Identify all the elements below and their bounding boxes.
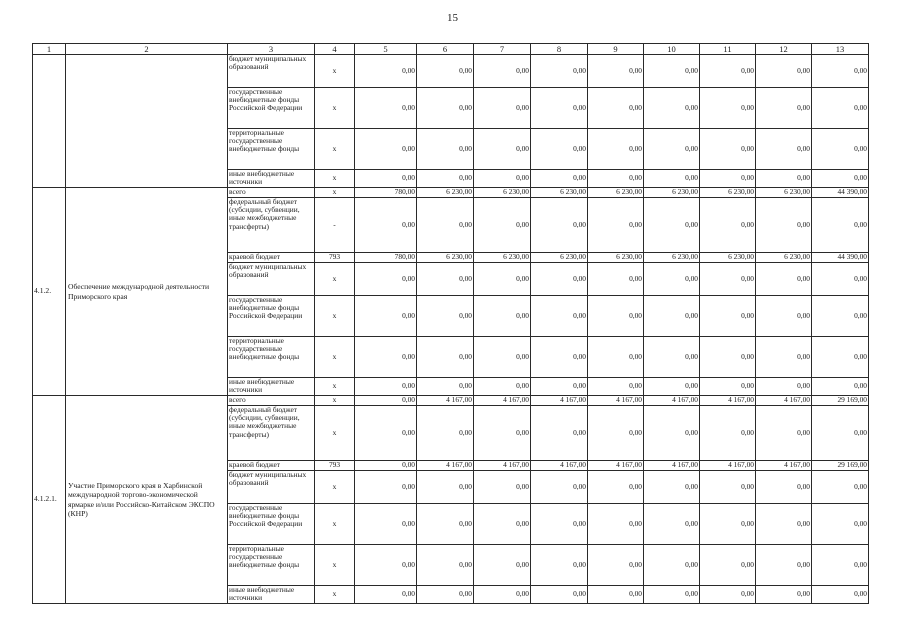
value-cell: 0,00 [531, 586, 588, 604]
value-cell: 0,00 [756, 198, 812, 253]
value-cell: 0,00 [474, 263, 531, 296]
funding-source: государственные внебюджетные фонды Российской Федерации [228, 296, 315, 337]
value-cell: 0,00 [644, 504, 700, 545]
value-cell: 780,00 [355, 188, 417, 198]
value-cell: 6 230,00 [644, 253, 700, 263]
value-cell: 0,00 [812, 88, 869, 129]
value-cell: 0,00 [700, 545, 756, 586]
value-cell: 4 167,00 [474, 461, 531, 471]
value-cell: 0,00 [812, 545, 869, 586]
table-row [33, 55, 869, 88]
value-cell: 0,00 [417, 504, 474, 545]
value-cell: 0,00 [812, 471, 869, 504]
value-cell: 4 167,00 [700, 396, 756, 406]
value-cell: 0,00 [812, 378, 869, 396]
value-cell: 0,00 [700, 586, 756, 604]
value-cell: 0,00 [474, 129, 531, 170]
value-cell: 0,00 [756, 170, 812, 188]
value-cell: 0,00 [531, 471, 588, 504]
value-cell: 4 167,00 [644, 461, 700, 471]
funding-source: территориальные государственные внебюджетные фонды [228, 337, 315, 378]
value-cell: 0,00 [531, 198, 588, 253]
value-cell: 0,00 [812, 337, 869, 378]
value-cell: 0,00 [588, 406, 644, 461]
value-cell: 0,00 [355, 263, 417, 296]
value-cell: 0,00 [644, 406, 700, 461]
header-cell: 8 [531, 44, 588, 55]
value-cell: 4 167,00 [588, 396, 644, 406]
funding-source: территориальные государственные внебюджетные фонды [228, 545, 315, 586]
grbs-code: x [315, 170, 355, 188]
header-cell: 3 [228, 44, 315, 55]
value-cell: 0,00 [644, 586, 700, 604]
value-cell: 0,00 [474, 55, 531, 88]
value-cell: 6 230,00 [417, 253, 474, 263]
table-row [33, 396, 869, 406]
value-cell: 0,00 [756, 88, 812, 129]
value-cell: 0,00 [531, 378, 588, 396]
value-cell: 0,00 [812, 170, 869, 188]
value-cell: 0,00 [756, 55, 812, 88]
header-cell: 1 [33, 44, 66, 55]
header-cell: 12 [756, 44, 812, 55]
value-cell: 0,00 [644, 129, 700, 170]
value-cell: 0,00 [417, 406, 474, 461]
value-cell: 4 167,00 [700, 461, 756, 471]
funding-source: бюджет муниципальных образований [228, 471, 315, 504]
value-cell: 0,00 [355, 198, 417, 253]
value-cell: 0,00 [756, 378, 812, 396]
value-cell: 0,00 [531, 337, 588, 378]
value-cell: 0,00 [531, 55, 588, 88]
value-cell: 4 167,00 [644, 396, 700, 406]
value-cell: 0,00 [417, 471, 474, 504]
value-cell: 0,00 [355, 461, 417, 471]
value-cell: 0,00 [700, 504, 756, 545]
value-cell: 6 230,00 [756, 188, 812, 198]
value-cell: 6 230,00 [474, 253, 531, 263]
grbs-code: x [315, 471, 355, 504]
budget-table [32, 43, 869, 604]
value-cell: 0,00 [588, 170, 644, 188]
value-cell: 4 167,00 [756, 461, 812, 471]
value-cell: 0,00 [474, 337, 531, 378]
value-cell: 6 230,00 [474, 188, 531, 198]
grbs-code: - [315, 198, 355, 253]
header-cell: 5 [355, 44, 417, 55]
funding-source: государственные внебюджетные фонды Российской Федерации [228, 504, 315, 545]
value-cell: 0,00 [588, 337, 644, 378]
value-cell: 0,00 [355, 337, 417, 378]
value-cell: 0,00 [531, 170, 588, 188]
value-cell: 0,00 [417, 337, 474, 378]
value-cell: 0,00 [644, 337, 700, 378]
grbs-code: x [315, 406, 355, 461]
value-cell: 4 167,00 [474, 396, 531, 406]
value-cell: 0,00 [700, 55, 756, 88]
value-cell: 0,00 [700, 337, 756, 378]
value-cell: 6 230,00 [700, 253, 756, 263]
value-cell: 6 230,00 [531, 253, 588, 263]
value-cell: 29 169,00 [812, 461, 869, 471]
value-cell: 6 230,00 [756, 253, 812, 263]
value-cell: 0,00 [588, 296, 644, 337]
header-cell: 10 [644, 44, 700, 55]
value-cell: 0,00 [355, 129, 417, 170]
header-cell: 11 [700, 44, 756, 55]
header-cell: 13 [812, 44, 869, 55]
value-cell: 44 390,00 [812, 253, 869, 263]
value-cell: 0,00 [417, 296, 474, 337]
value-cell: 0,00 [355, 471, 417, 504]
value-cell: 0,00 [474, 378, 531, 396]
value-cell: 0,00 [812, 55, 869, 88]
value-cell: 0,00 [756, 504, 812, 545]
grbs-code: x [315, 129, 355, 170]
value-cell: 0,00 [474, 88, 531, 129]
value-cell: 0,00 [417, 378, 474, 396]
funding-source: краевой бюджет [228, 461, 315, 471]
grbs-code: x [315, 396, 355, 406]
grbs-code: x [315, 263, 355, 296]
grbs-code: x [315, 378, 355, 396]
value-cell: 0,00 [417, 545, 474, 586]
funding-source: государственные внебюджетные фонды Российской Федерации [228, 88, 315, 129]
value-cell: 29 169,00 [812, 396, 869, 406]
value-cell: 0,00 [531, 263, 588, 296]
value-cell: 0,00 [588, 504, 644, 545]
value-cell: 0,00 [700, 170, 756, 188]
value-cell: 0,00 [355, 504, 417, 545]
value-cell: 0,00 [756, 586, 812, 604]
header-cell: 9 [588, 44, 644, 55]
value-cell: 0,00 [417, 586, 474, 604]
value-cell: 0,00 [417, 170, 474, 188]
page-number: 15 [447, 12, 458, 24]
value-cell: 0,00 [531, 504, 588, 545]
value-cell: 4 167,00 [531, 461, 588, 471]
value-cell: 4 167,00 [417, 396, 474, 406]
value-cell: 0,00 [531, 129, 588, 170]
value-cell: 0,00 [355, 406, 417, 461]
value-cell: 0,00 [355, 378, 417, 396]
value-cell: 0,00 [531, 406, 588, 461]
grbs-code: x [315, 504, 355, 545]
value-cell: 0,00 [756, 471, 812, 504]
value-cell: 0,00 [644, 471, 700, 504]
funding-source: бюджет муниципальных образований [228, 55, 315, 88]
value-cell: 0,00 [355, 88, 417, 129]
value-cell: 0,00 [644, 170, 700, 188]
value-cell: 0,00 [812, 129, 869, 170]
value-cell: 0,00 [531, 296, 588, 337]
value-cell: 0,00 [588, 545, 644, 586]
value-cell: 0,00 [588, 378, 644, 396]
value-cell: 6 230,00 [644, 188, 700, 198]
value-cell: 0,00 [644, 263, 700, 296]
section-name [66, 55, 228, 188]
value-cell: 0,00 [474, 586, 531, 604]
section-name: Обеспечение международной деятельности Приморского края [66, 188, 228, 396]
value-cell: 0,00 [417, 129, 474, 170]
value-cell: 0,00 [588, 198, 644, 253]
value-cell: 0,00 [531, 88, 588, 129]
value-cell: 0,00 [756, 545, 812, 586]
value-cell: 0,00 [644, 378, 700, 396]
value-cell: 0,00 [588, 586, 644, 604]
value-cell: 0,00 [355, 586, 417, 604]
grbs-code: x [315, 55, 355, 88]
grbs-code: x [315, 88, 355, 129]
value-cell: 0,00 [700, 296, 756, 337]
value-cell: 0,00 [531, 545, 588, 586]
funding-source: бюджет муниципальных образований [228, 263, 315, 296]
funding-source: всего [228, 188, 315, 198]
value-cell: 0,00 [474, 198, 531, 253]
value-cell: 0,00 [700, 88, 756, 129]
funding-source: краевой бюджет [228, 253, 315, 263]
value-cell: 0,00 [355, 396, 417, 406]
value-cell: 0,00 [417, 263, 474, 296]
funding-source: иные внебюджетные источники [228, 586, 315, 604]
value-cell: 6 230,00 [700, 188, 756, 198]
value-cell: 0,00 [355, 296, 417, 337]
value-cell: 0,00 [756, 296, 812, 337]
grbs-code: x [315, 586, 355, 604]
header-row [33, 44, 869, 55]
value-cell: 0,00 [812, 504, 869, 545]
section-code [33, 55, 66, 188]
value-cell: 0,00 [644, 55, 700, 88]
value-cell: 0,00 [756, 263, 812, 296]
value-cell: 0,00 [756, 129, 812, 170]
section-code: 4.1.2. [33, 188, 66, 396]
value-cell: 6 230,00 [417, 188, 474, 198]
value-cell: 0,00 [644, 296, 700, 337]
value-cell: 0,00 [474, 170, 531, 188]
value-cell: 0,00 [700, 471, 756, 504]
value-cell: 44 390,00 [812, 188, 869, 198]
value-cell: 0,00 [355, 170, 417, 188]
section-code: 4.1.2.1. [33, 396, 66, 604]
value-cell: 0,00 [700, 129, 756, 170]
funding-source: федеральный бюджет (субсидии, субвенции, иные межбюджетные трансферты) [228, 406, 315, 461]
value-cell: 4 167,00 [756, 396, 812, 406]
funding-source: федеральный бюджет (субсидии, субвенции, иные межбюджетные трансферты) [228, 198, 315, 253]
value-cell: 0,00 [355, 55, 417, 88]
value-cell: 0,00 [588, 55, 644, 88]
value-cell: 0,00 [812, 198, 869, 253]
value-cell: 0,00 [812, 586, 869, 604]
value-cell: 780,00 [355, 253, 417, 263]
value-cell: 4 167,00 [588, 461, 644, 471]
value-cell: 0,00 [812, 406, 869, 461]
header-cell: 2 [66, 44, 228, 55]
value-cell: 0,00 [474, 296, 531, 337]
value-cell: 0,00 [355, 545, 417, 586]
value-cell: 0,00 [644, 88, 700, 129]
section-name: Участие Приморского края в Харбинской международной торгово-экономической ярмарке и/или Российско-Китайском ЭКСПО (КНР) [66, 396, 228, 604]
value-cell: 0,00 [812, 263, 869, 296]
grbs-code: x [315, 545, 355, 586]
value-cell: 0,00 [700, 406, 756, 461]
value-cell: 0,00 [700, 378, 756, 396]
value-cell: 0,00 [700, 263, 756, 296]
grbs-code: x [315, 188, 355, 198]
value-cell: 0,00 [700, 198, 756, 253]
value-cell: 4 167,00 [417, 461, 474, 471]
value-cell: 6 230,00 [588, 188, 644, 198]
value-cell: 0,00 [474, 471, 531, 504]
value-cell: 0,00 [812, 296, 869, 337]
value-cell: 4 167,00 [531, 396, 588, 406]
grbs-code: 793 [315, 461, 355, 471]
grbs-code: x [315, 337, 355, 378]
grbs-code: 793 [315, 253, 355, 263]
value-cell: 0,00 [417, 88, 474, 129]
value-cell: 0,00 [474, 504, 531, 545]
value-cell: 0,00 [756, 406, 812, 461]
header-cell: 7 [474, 44, 531, 55]
value-cell: 0,00 [644, 545, 700, 586]
value-cell: 6 230,00 [588, 253, 644, 263]
value-cell: 0,00 [474, 545, 531, 586]
funding-source: иные внебюджетные источники [228, 170, 315, 188]
table-row [33, 188, 869, 198]
value-cell: 0,00 [644, 198, 700, 253]
value-cell: 0,00 [588, 88, 644, 129]
value-cell: 0,00 [417, 55, 474, 88]
value-cell: 0,00 [588, 129, 644, 170]
funding-source: иные внебюджетные источники [228, 378, 315, 396]
value-cell: 0,00 [417, 198, 474, 253]
header-cell: 4 [315, 44, 355, 55]
funding-source: территориальные государственные внебюджетные фонды [228, 129, 315, 170]
value-cell: 0,00 [588, 263, 644, 296]
header-cell: 6 [417, 44, 474, 55]
value-cell: 0,00 [474, 406, 531, 461]
grbs-code: x [315, 296, 355, 337]
value-cell: 0,00 [588, 471, 644, 504]
value-cell: 6 230,00 [531, 188, 588, 198]
funding-source: всего [228, 396, 315, 406]
value-cell: 0,00 [756, 337, 812, 378]
